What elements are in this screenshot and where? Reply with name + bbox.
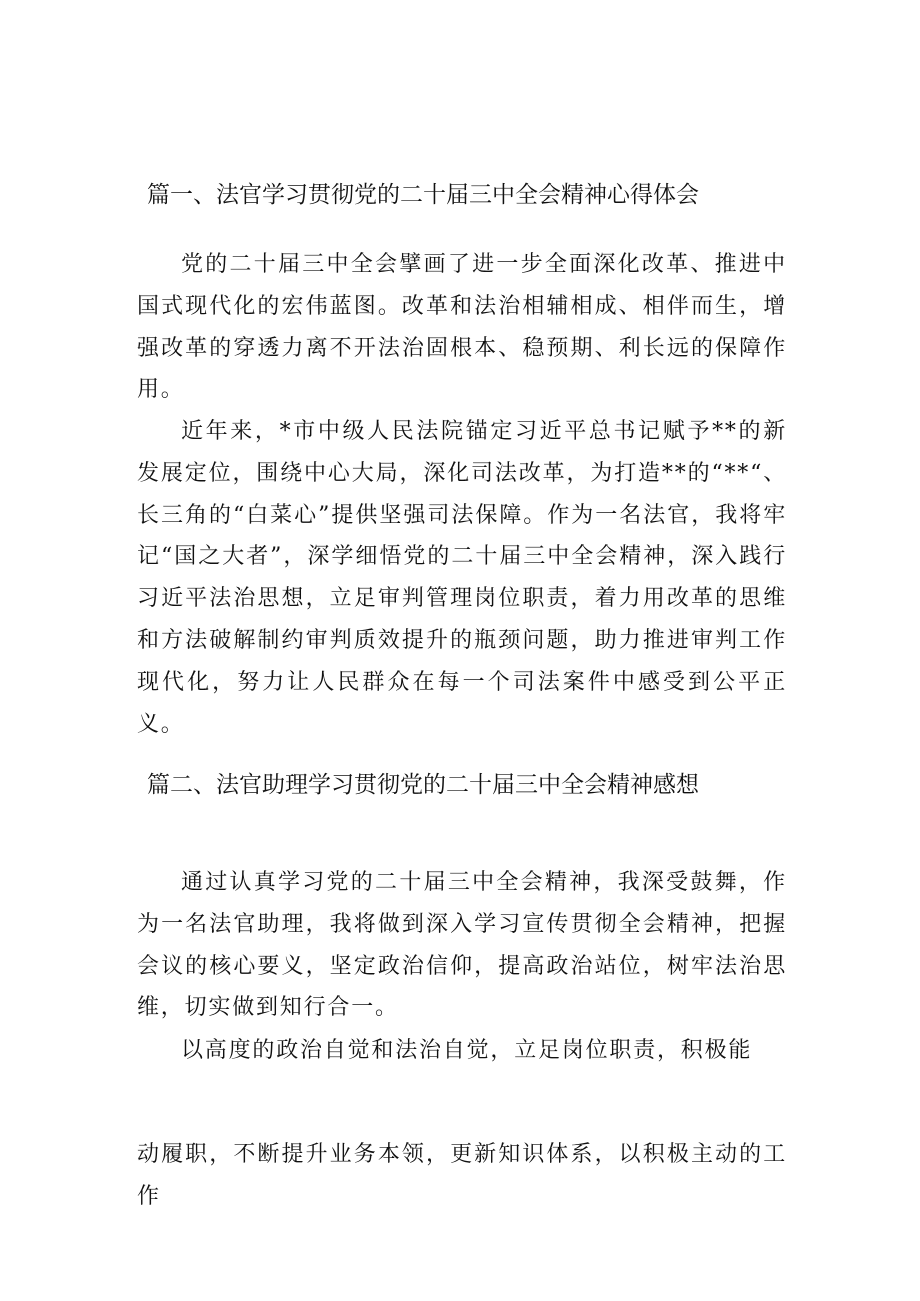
section-1-heading: 篇一、法官学习贯彻党的二十届三中全会精神心得体会 — [147, 182, 699, 208]
section-2-paragraph-2: 以高度的政治自觉和法治自觉，立足岗位职责，积极能 — [181, 1038, 753, 1063]
section-1-paragraph-1: 党的二十届三中全会擘画了进一步全面深化改革、推进中国式现代化的宏伟蓝图。改革和法治相辅相成、相伴而生，增强改革的穿透力离不开法治固根本、稳预期、利长远的保障作用。 — [137, 252, 787, 403]
section-2-paragraph-1: 通过认真学习党的二十届三中全会精神，我深受鼓舞，作为一名法官助理，我将做到深入学习宣传贯彻全会精神，把握会议的核心要义，坚定政治信仰，提高政治站位，树牢法治思维，切实做到知行合一。 — [137, 870, 787, 1021]
section-2-heading: 篇二、法官助理学习贯彻党的二十届三中全会精神感想 — [147, 772, 699, 798]
section-2-paragraph-continuation: 动履职，不断提升业务本领，更新知识体系，以积极主动的工作 — [137, 1142, 787, 1209]
section-1-paragraph-2: 近年来，*市中级人民法院锚定习近平总书记赋予**的新发展定位，围绕中心大局，深化司法改革，为打造**的“**“、长三角的“白菜心”提供坚强司法保障。作为一名法官，我将牢记“国之大者”，深学细悟党的二十届三中全会精神，深入践行习近平法治思想，立足审判管理岗位职责，着力用改革的思维和方法破解制约审判质效提升的瓶颈问题，助力推进审判工作现代化，努力让人民群众在每一个司法案件中感受到公平正义。 — [137, 419, 787, 737]
